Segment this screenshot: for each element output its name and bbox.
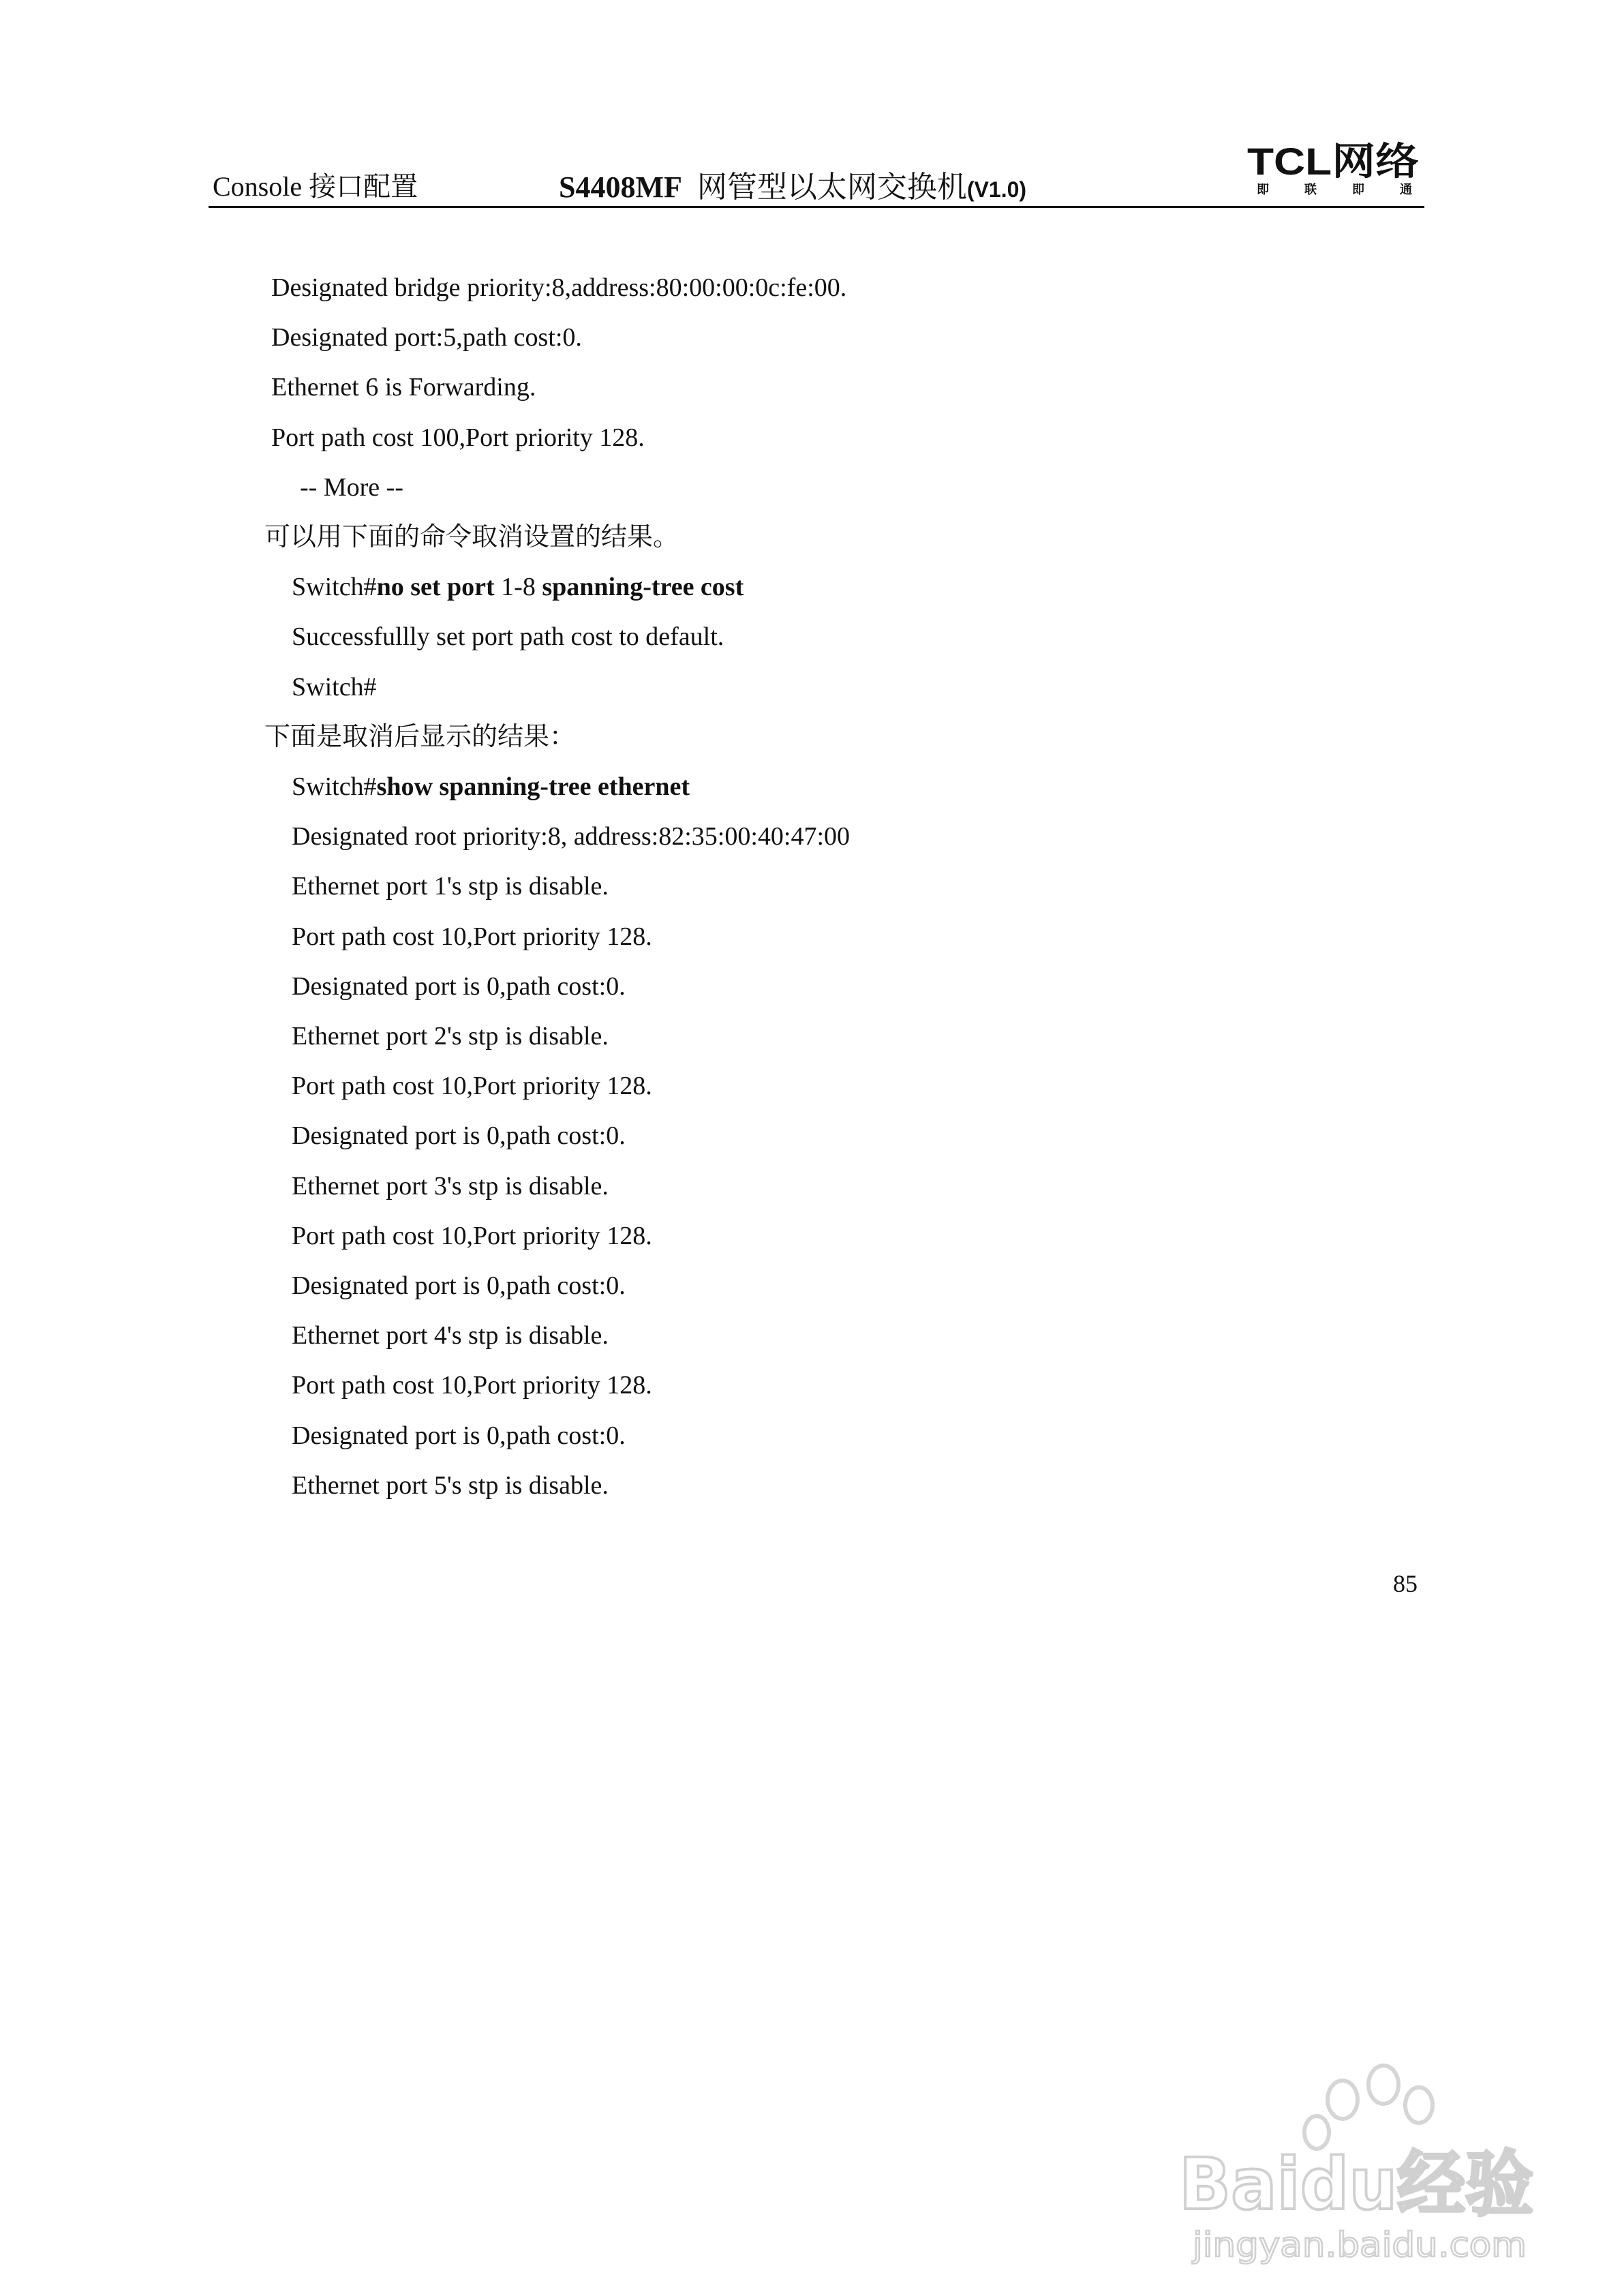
line-text: Port path cost 10,Port priority 128. [292,1222,652,1250]
paw-icon [1304,2066,1433,2149]
line-text: Designated root priority:8, address:82:35:00:40:47:00 [292,822,851,851]
line-text: Successfullly set port path cost to default. [292,622,724,651]
header-version: (V1.0) [966,177,1027,202]
line-text: Ethernet port 4's stp is disable. [292,1321,609,1350]
body-line [292,1170,609,1203]
logo-tagline-4: 通 [1400,183,1412,197]
logo-tagline-1: 即 [1257,183,1269,197]
command-keyword: spanning-tree cost [542,573,744,601]
line-text: Switch# [292,673,377,701]
line-text: Ethernet port 3's stp is disable. [292,1172,609,1200]
line-text: Port path cost 10,Port priority 128. [292,1371,652,1400]
body-line [292,671,377,704]
body-line [300,471,403,504]
line-text: Designated port is 0,path cost:0. [292,972,626,1001]
line-text: 下面是取消后显示的结果： [264,723,576,751]
line-text: Designated port is 0,path cost:0. [292,1421,626,1450]
body-line [292,1369,652,1402]
body-line [271,321,582,354]
body-line [292,1319,609,1352]
body-line [292,1469,609,1502]
line-text: 可以用下面的命令取消设置的结果。 [264,523,679,552]
body-line [292,1119,626,1152]
line-text: Ethernet port 5's stp is disable. [292,1471,609,1500]
line-text: Ethernet port 1's stp is disable. [292,872,609,901]
body-line [292,620,724,653]
header-section-title: Console 接口配置 [213,171,418,202]
line-text: Ethernet 6 is Forwarding. [271,373,536,402]
body-line [292,770,690,803]
logo-tagline-2: 联 [1304,183,1317,197]
header-product-title [559,162,1026,206]
command-keyword: show spanning-tree ethernet [376,772,690,801]
watermark-brand: Baidu经验 [1179,2143,1533,2226]
body-line [271,271,846,304]
line-text: 1-8 [494,573,542,601]
body-line [292,970,626,1003]
header-divider [209,206,1424,208]
body-line [292,1220,652,1252]
line-text: Port path cost 100,Port priority 128. [271,423,645,452]
line-text: Designated port is 0,path cost:0. [292,1271,626,1300]
body-line [292,1419,626,1452]
logo-brand-text: TCL网络 [1247,140,1419,183]
body-line [292,571,744,603]
body-line [292,1269,626,1302]
watermark-url: jingyan.baidu.com [1191,2225,1527,2265]
command-keyword: no set port [376,573,495,601]
body-line [292,870,609,903]
header-product-name: 网管型以太网交换机 [697,170,967,204]
body-line [264,721,575,753]
tcl-network-logo [1247,139,1422,198]
line-text: Ethernet port 2's stp is disable. [292,1022,609,1051]
line-text: Designated port:5,path cost:0. [271,323,582,352]
page-number: 85 [1393,1570,1418,1597]
body-line [292,820,850,853]
body-line [271,371,536,404]
body-line [292,1020,609,1053]
line-text: Port path cost 10,Port priority 128. [292,1072,652,1100]
body-line [264,521,679,554]
logo-tagline-3: 即 [1352,183,1364,197]
body-line [271,421,645,454]
line-text: Port path cost 10,Port priority 128. [292,922,652,951]
body-line [292,1070,652,1102]
body-line [292,920,652,953]
line-text: -- More -- [300,473,403,502]
line-text: Switch# [292,772,377,801]
line-text: Designated bridge priority:8,address:80:00:00:0c:fe:00. [271,273,847,302]
header-model: S4408MF [559,170,682,204]
baidu-jingyan-watermark [1172,2052,1540,2270]
line-text: Designated port is 0,path cost:0. [292,1121,626,1150]
line-text: Switch# [292,573,377,601]
